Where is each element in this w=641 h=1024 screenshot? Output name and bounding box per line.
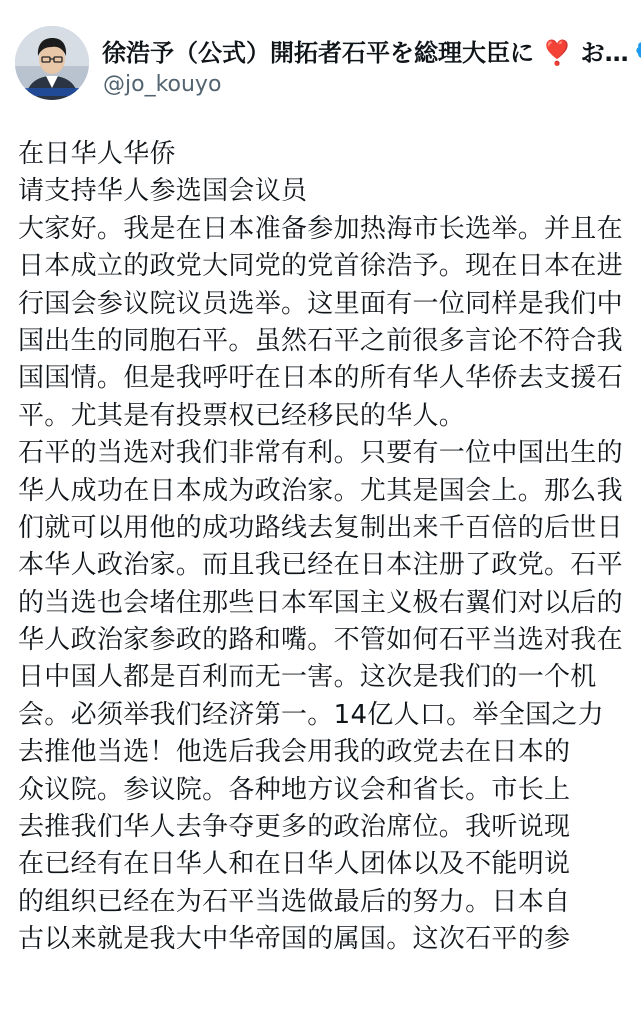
tweet-line: 请支持华人参选国会议员 (18, 176, 308, 207)
tweet-text (18, 136, 628, 959)
verified-badge-icon (635, 39, 641, 61)
tweet-line: 平。尤其是有投票权已经移民的华人。 (18, 400, 466, 431)
tweet-line: 在日华人华侨 (18, 139, 176, 169)
author-display-name[interactable]: 徐浩予（公式）開拓者石平を総理大臣に ❣️ お… (102, 38, 629, 67)
tweet-line: 日中国人都是百利而无一害。这次是我们的一个机 (18, 662, 597, 693)
tweet-line: 华人成功在日本成为政治家。尤其是国会上。那么我 (18, 475, 623, 506)
tweet-line: 古以来就是我大中华帝国的属国。这次石平的参 (18, 924, 571, 955)
tweet-line: 国国情。但是我呼吁在日本的所有华人华侨去支援石 (18, 363, 623, 394)
avatar[interactable] (15, 26, 89, 100)
tweet-line: 华人政治家参政的路和嘴。不管如何石平当选对我在 (18, 625, 623, 656)
avatar-image (15, 26, 89, 100)
author-handle[interactable]: @jo_kouyo (103, 72, 222, 97)
tweet-header (15, 26, 629, 102)
tweet-line: 石平的当选对我们非常有利。只要有一位中国出生的 (18, 438, 623, 469)
tweet-line: 在已经有在日华人和在日华人团体以及不能明说 (18, 849, 571, 880)
tweet-line: 们就可以用他的成功路线去复制出来千百倍的后世日 (18, 512, 623, 543)
tweet-line: 国出生的同胞石平。虽然石平之前很多言论不符合我 (18, 325, 623, 356)
tweet-line: 的当选也会堵住那些日本军国主义极右翼们对以后的 (18, 587, 623, 618)
tweet-line: 行国会参议院议员选举。这里面有一位同样是我们中 (18, 288, 623, 319)
tweet-line: 本华人政治家。而且我已经在日本注册了政党。石平 (18, 550, 623, 581)
tweet-line: 去推他当选！他选后我会用我的政党去在日本的 (18, 737, 571, 768)
tweet-line: 去推我们华人去争夺更多的政治席位。我听说现 (18, 812, 571, 843)
author-name-row[interactable] (102, 33, 629, 67)
tweet-line: 大家好。我是在日本准备参加热海市长选举。并且在 (18, 213, 623, 244)
tweet-line: 日本成立的政党大同党的党首徐浩予。现在日本在进 (18, 251, 623, 282)
tweet-line: 会。必须举我们经济第一。14亿人口。举全国之力 (18, 699, 604, 730)
tweet-line: 的组织已经在为石平当选做最后的努力。日本自 (18, 886, 571, 917)
tweet-line: 众议院。参议院。各种地方议会和省长。市长上 (18, 774, 571, 805)
